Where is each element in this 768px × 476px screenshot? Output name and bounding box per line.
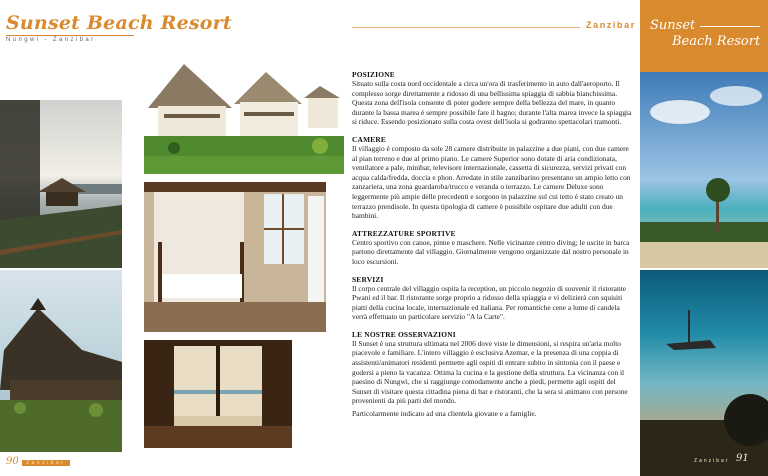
side-title-sunset: Sunset <box>650 18 696 33</box>
brochure-subtitle: Nungwi - Zanzibar <box>6 37 96 43</box>
section-text: Il villaggio è composto da sole 28 camere distribuite in palazzine a due piani, con due camere al pian terreno e due al primo piano. Le camere Superior sono dotate di aria condizionata, ventilatore a pale, minibar, televisore internazionale, cassetta di sicurezza, servizi privati con acqua calda/fredda, doccia e phon. Arredate in stile zanzibarino presentano un ampio letto con zanzariera, una zona guardaroba/trucco e veranda o terrazzo. Le camere Deluxe sono leggermente più ampie delle precedenti e sorgono in palazzine sul cui tetto è stato creato un terrazzo prendisole. In questa tipologia di camere è possibile ospitare due adulti con due bambini. <box>352 143 631 221</box>
section-heading: LE NOSTRE OSSERVAZIONI <box>352 329 456 339</box>
folio-label-left: Zanzibar <box>26 460 66 466</box>
section-text: Centro sportivo con canoe, pinne e maschere. Nelle vicinanze centro diving; le uscite in barca partono direttamente dal villaggio. Giornalmente vengono organizzate dal nostro personale in loco escursioni. <box>352 237 630 266</box>
section-servizi <box>352 275 632 322</box>
section-heading: CAMERE <box>352 134 387 144</box>
dhow-sunset-photo <box>640 270 768 476</box>
beach-terrace-photo <box>0 100 122 268</box>
section-heading: POSIZIONE <box>352 70 395 79</box>
article-body <box>352 70 632 427</box>
doorway-seaview-photo <box>144 340 292 448</box>
section-text: Situato sulla costa nord occidentale a circa un'ora di trasferimento in auto dall'aeroporto. Il complesso sorge direttamente a ridosso di una bellissima spiaggia di sabbia bianchissima. Questa zona dell'isola consente di poter godere sempre della bellezza del mare, in quanto durante la bassa marea è sempre possibile fare il bagno; durante l'alta marea invece la spiaggia si riduce. Essendo posizionato sulla costa ovest dell'isola si godranno spettacolari tramonti. <box>352 79 632 127</box>
section-osservazioni <box>352 330 632 419</box>
region-rule <box>352 27 580 28</box>
section-text: Il Sunset è una struttura ultimata nel 2006 dove viste le dimensioni, si respira un'aria molto piacevole e familiare. L'intero villaggio è esclusiva Azemar, e la presenza di una coppia di assistenti/animatori residenti permette agli ospiti di entrare subito in sintonia con il paese e godersi a pieno la vacanza. Ottima la cucina e la gestione della struttura. La vicinanza con il paesino di Nungwi, che si raggiunge comodamente anche a piedi, permette agli ospiti del Sunset di visitare questa cittadina piena di bar e ristoranti, che la sera si animano con persone provenienti da più parti del mondo. <box>352 338 628 406</box>
region-label: Zanzibar <box>586 20 636 30</box>
section-note: Particolarmente indicato ad una clientela giovane e a famiglie. <box>352 409 537 419</box>
title-underline <box>6 35 134 36</box>
folio-bar-left <box>22 460 70 466</box>
section-posizione <box>352 70 632 127</box>
thatched-restaurant-photo <box>0 270 122 452</box>
folio-label-right: Zanzibar <box>694 458 730 464</box>
section-text: Il corpo centrale del villaggio ospita la reception, un piccolo negozio di souvenir il ristorante Pwani ed il bar. Il ristorante sorge proprio a ridosso della spiaggia e vi delizierà con squisiti piatti della cucina locale, internazionale ed italiana. Per romantiche cene a lume di candela verrà effettuato un particolare servizio "A la Carte". <box>352 283 626 322</box>
bedroom-photo <box>144 182 326 332</box>
palm-beach-photo <box>640 72 768 268</box>
brochure-title: Sunset Beach Resort <box>6 12 232 34</box>
section-camere <box>352 135 632 221</box>
section-attrezzature <box>352 229 632 267</box>
side-title-rule <box>700 26 760 27</box>
section-heading: SERVIZI <box>352 274 384 284</box>
page-number-right: 91 <box>736 453 749 464</box>
page-number-left: 90 <box>6 456 19 467</box>
section-heading: ATTREZZATURE SPORTIVE <box>352 228 456 238</box>
side-title-beach-resort: Beach Resort <box>672 34 761 49</box>
bungalows-exterior-photo <box>144 56 344 174</box>
